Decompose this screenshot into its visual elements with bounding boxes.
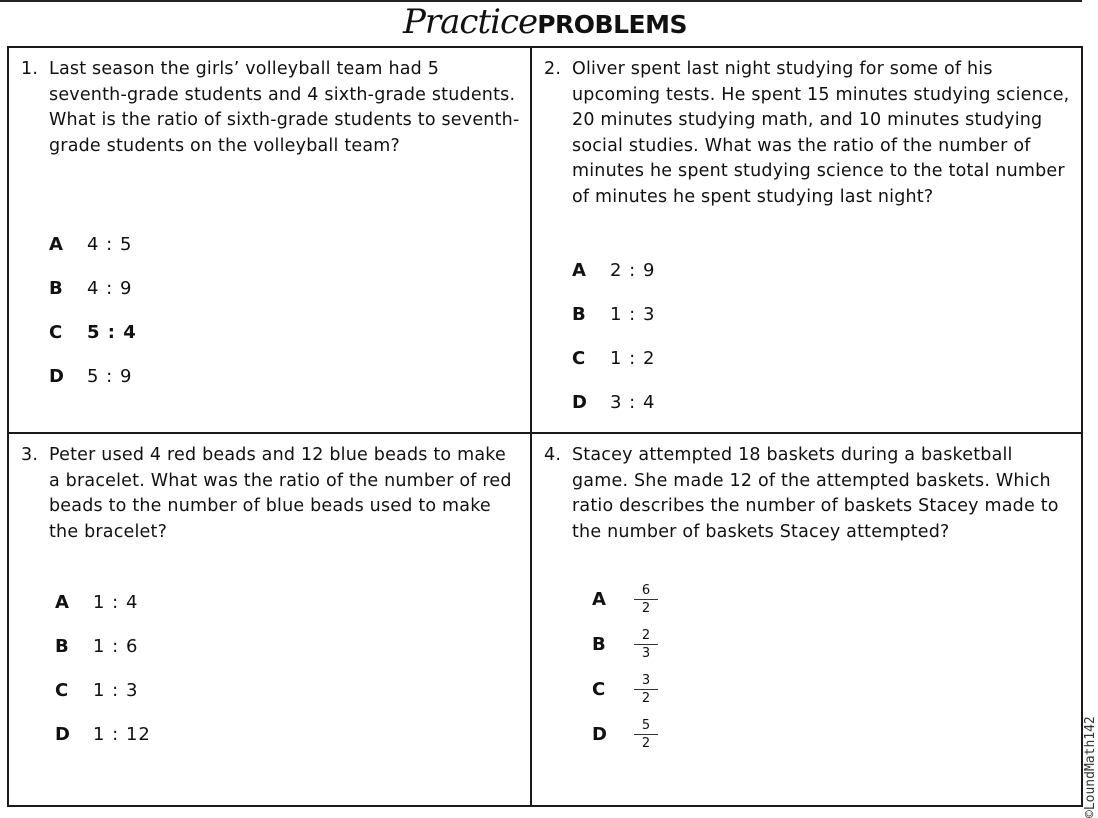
title-script: Practice: [403, 2, 538, 42]
option-a[interactable]: [55, 580, 151, 624]
option-letter: C: [49, 321, 63, 343]
option-letter: B: [49, 277, 63, 299]
option-b[interactable]: [572, 292, 655, 336]
option-letter: D: [572, 391, 587, 413]
option-letter: C: [572, 347, 586, 369]
option-value: 3 : 4: [610, 391, 656, 413]
option-value: 1 : 6: [93, 635, 139, 657]
option-c[interactable]: [572, 336, 655, 380]
copyright-watermark: [1083, 660, 1097, 818]
page-title: [0, 2, 1090, 46]
option-value: 1 : 4: [93, 591, 139, 613]
denominator: 2: [641, 601, 651, 616]
option-a[interactable]: [592, 577, 658, 622]
question-text: Peter used 4 red beads and 12 blue beads to make a bracelet. What was the ratio of the number of red beads to the number of blue beads used to make the bracelet?: [49, 445, 512, 542]
option-value: 1 : 12: [93, 723, 151, 745]
fraction: [634, 673, 658, 706]
option-letter: D: [55, 723, 70, 745]
option-letter: C: [592, 679, 606, 700]
option-value: 2 : 9: [610, 259, 656, 281]
option-letter: B: [55, 635, 69, 657]
option-b[interactable]: [49, 266, 137, 310]
problem-2: [532, 48, 1081, 434]
option-d[interactable]: [55, 712, 151, 756]
option-a[interactable]: [49, 222, 137, 266]
option-value: 1 : 3: [93, 679, 139, 701]
option-d[interactable]: [592, 712, 658, 757]
numerator: 6: [641, 583, 651, 598]
question-number: 3.: [21, 445, 39, 465]
option-value: 4 : 9: [87, 277, 133, 299]
option-c[interactable]: [55, 668, 151, 712]
option-letter: A: [55, 591, 69, 613]
question: [21, 443, 520, 545]
question: [21, 57, 520, 159]
numerator: 5: [641, 718, 651, 733]
question: [544, 443, 1071, 545]
fraction-bar: [634, 734, 658, 735]
question-text: Stacey attempted 18 baskets during a basketball game. She made 12 of the attempted baskets. Which ratio describes the number of baskets Stacey made to the number of baskets Stacey attempted?: [572, 445, 1059, 542]
problems-grid: [7, 46, 1083, 807]
option-letter: C: [55, 679, 69, 701]
option-value: 1 : 3: [610, 303, 656, 325]
option-letter: B: [592, 634, 606, 655]
watermark-text: ©LoundMath142: [1083, 716, 1098, 818]
option-letter: D: [49, 365, 64, 387]
numerator: 2: [641, 628, 651, 643]
option-letter: A: [49, 233, 63, 255]
option-a[interactable]: [572, 248, 655, 292]
answer-options: [49, 222, 137, 398]
option-value: 5 : 9: [87, 365, 133, 387]
problem-3: [9, 434, 532, 805]
answer-options: [572, 248, 655, 424]
problem-1: [9, 48, 532, 434]
fraction-bar: [634, 689, 658, 690]
problem-4: [532, 434, 1081, 805]
option-letter: A: [592, 589, 606, 610]
question-number: 4.: [544, 445, 562, 465]
title-bold: PROBLEMS: [537, 10, 687, 39]
option-b[interactable]: [592, 622, 658, 667]
answer-options: [55, 580, 151, 756]
numerator: 3: [641, 673, 651, 688]
option-value: 4 : 5: [87, 233, 133, 255]
answer-options: [592, 577, 658, 757]
fraction-bar: [634, 599, 658, 600]
fraction: [634, 583, 658, 616]
option-letter: D: [592, 724, 607, 745]
option-d[interactable]: [572, 380, 655, 424]
option-b[interactable]: [55, 624, 151, 668]
fraction-bar: [634, 644, 658, 645]
denominator: 2: [641, 736, 651, 751]
option-value: 5 : 4: [87, 321, 137, 343]
option-c[interactable]: [592, 667, 658, 712]
question-text: Oliver spent last night studying for some of his upcoming tests. He spent 15 minutes studying science, 20 minutes studying math, and 10 minutes studying social studies. What was the ratio of the number of minutes he spent studying science to the total number of minutes he spent studying last night?: [572, 59, 1070, 207]
question-text: Last season the girls’ volleyball team had 5 seventh-grade students and 4 sixth-grade students. What is the ratio of sixth-grade students to seventh-grade students on the volleyball team?: [49, 59, 520, 156]
question-number: 1.: [21, 59, 39, 79]
denominator: 2: [641, 691, 651, 706]
option-letter: A: [572, 259, 586, 281]
fraction: [634, 628, 658, 661]
option-d[interactable]: [49, 354, 137, 398]
fraction: [634, 718, 658, 751]
option-c[interactable]: [49, 310, 137, 354]
question-number: 2.: [544, 59, 562, 79]
denominator: 3: [641, 646, 651, 661]
question: [544, 57, 1071, 210]
option-value: 1 : 2: [610, 347, 656, 369]
option-letter: B: [572, 303, 586, 325]
